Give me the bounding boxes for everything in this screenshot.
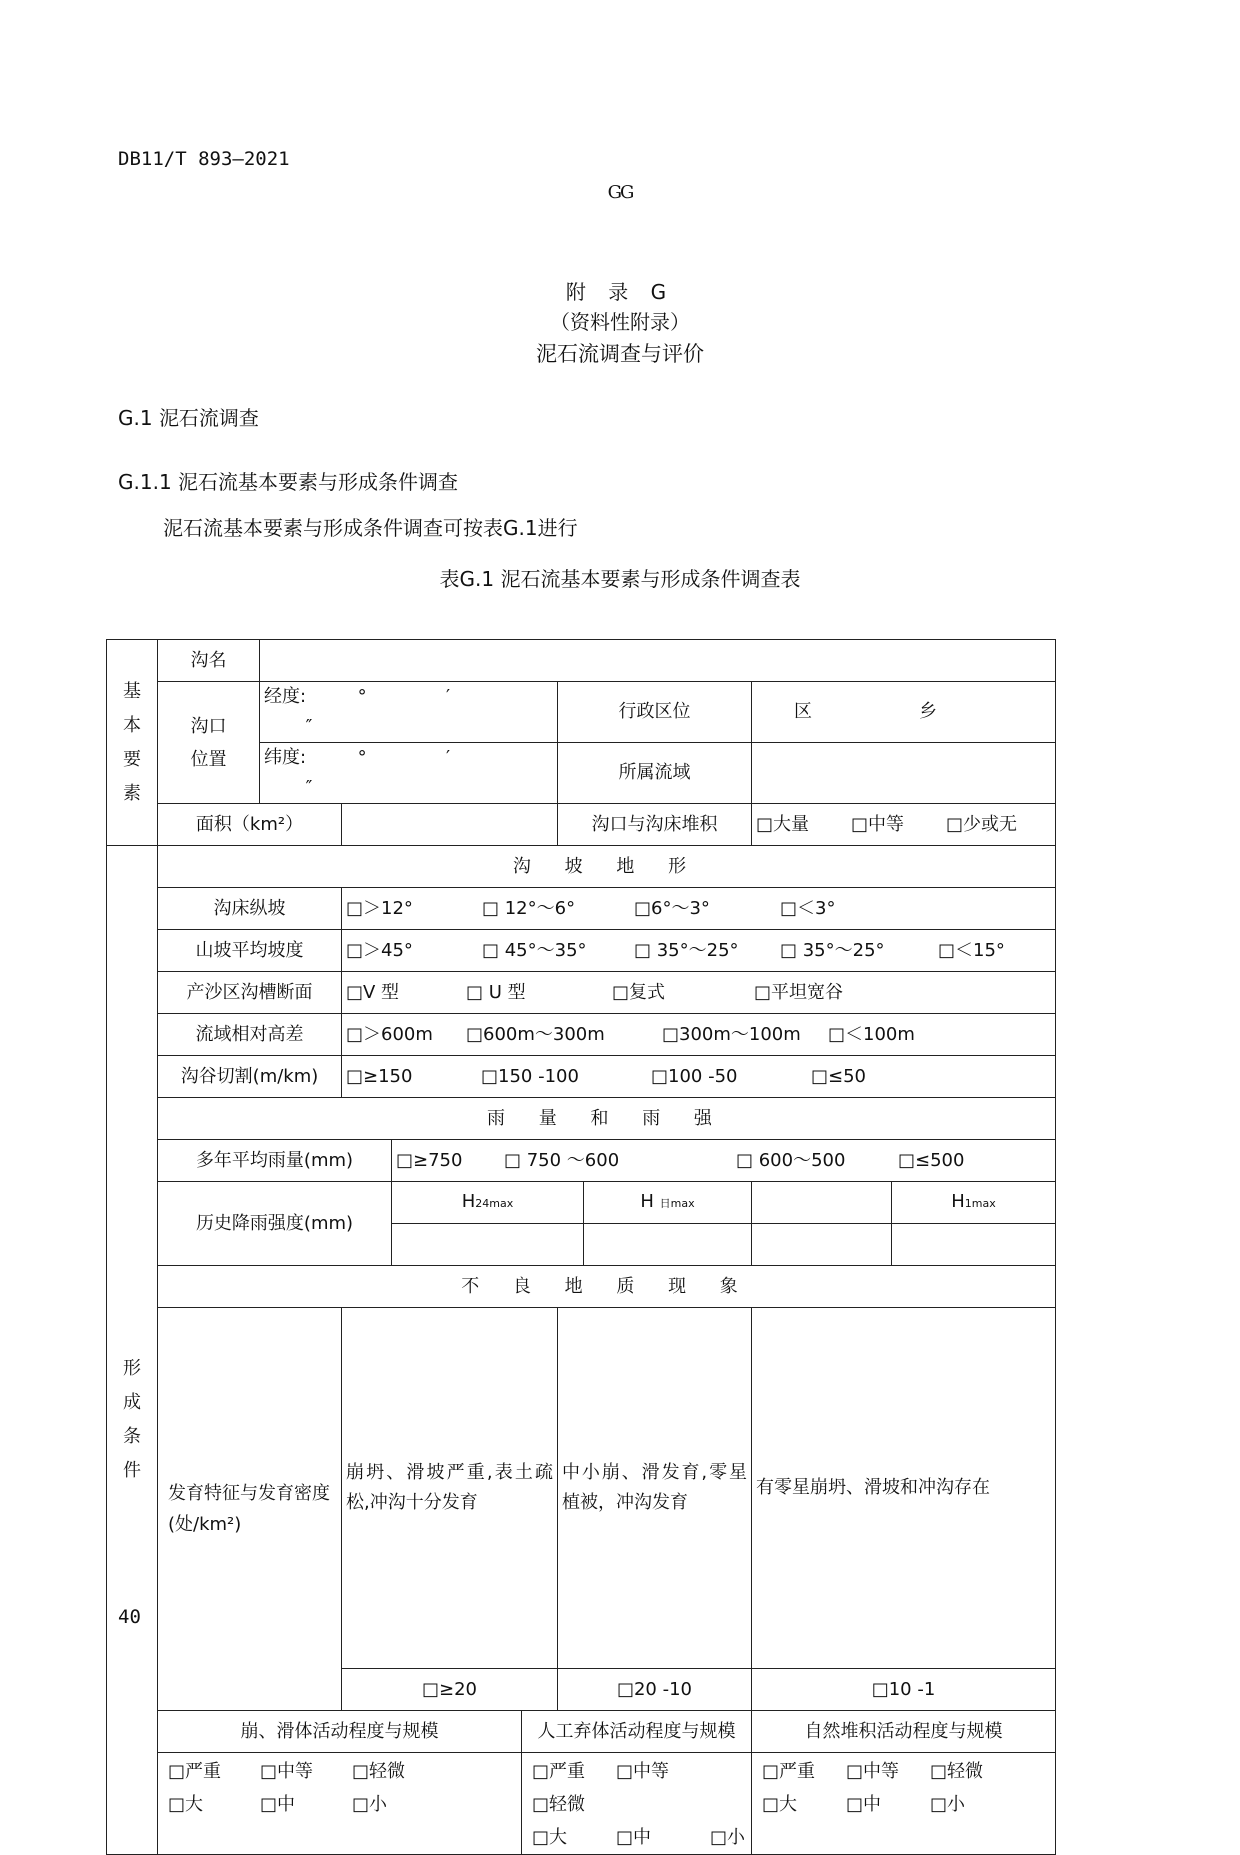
deposit-opt[interactable]: □大量: [756, 813, 810, 835]
mouth-position-text: 沟口位置: [190, 715, 227, 770]
option[interactable]: □轻微: [352, 1761, 406, 1782]
deposit-options: [752, 804, 1056, 846]
option[interactable]: □＜15°: [938, 939, 1005, 961]
annual-rain-options: [392, 1140, 1056, 1182]
deposit-opt[interactable]: □中等: [851, 813, 905, 835]
annual-rain-label: 多年平均雨量(mm): [158, 1140, 392, 1182]
option[interactable]: □小: [930, 1794, 966, 1815]
option[interactable]: □轻微: [532, 1794, 586, 1815]
density-option[interactable]: □10 -1: [752, 1669, 1056, 1711]
channel-section-label: 产沙区沟槽断面: [158, 972, 342, 1014]
hist-rain-label: 历史降雨强度(mm): [158, 1182, 392, 1266]
district-label: 区: [794, 701, 812, 722]
option[interactable]: □严重: [168, 1761, 222, 1782]
slope-options: [342, 930, 1056, 972]
hist-rain-value[interactable]: [892, 1224, 1056, 1266]
min-symbol: ′: [446, 686, 451, 707]
page-number: 40: [118, 1606, 141, 1628]
latitude-cell[interactable]: [260, 743, 558, 804]
option[interactable]: □ 35°～25°: [634, 939, 739, 961]
option[interactable]: □＞45°: [346, 939, 413, 961]
option[interactable]: □ U 型: [466, 981, 526, 1003]
incision-label: 沟谷切割(m/km): [158, 1056, 342, 1098]
option[interactable]: □ 45°～35°: [482, 939, 587, 961]
hist-rain-col: [892, 1182, 1056, 1224]
longitude-cell[interactable]: [260, 682, 558, 743]
hist-rain-symbol: H: [951, 1190, 965, 1212]
latitude-label: 纬度:: [264, 747, 307, 768]
table-caption: 表G.1 泥石流基本要素与形成条件调查表: [439, 567, 801, 591]
option[interactable]: □300m～100m: [662, 1023, 801, 1045]
incision-options: [342, 1056, 1056, 1098]
option[interactable]: □大: [762, 1794, 798, 1815]
hist-rain-col: [584, 1182, 752, 1224]
natural-activity-header: 自然堆积活动程度与规模: [752, 1711, 1056, 1753]
terrain-header: 沟 坡 地 形: [158, 846, 1056, 888]
artificial-activity-header: 人工弃体活动程度与规模: [522, 1711, 752, 1753]
option[interactable]: □≥750: [396, 1149, 463, 1171]
relief-label: 流域相对高差: [158, 1014, 342, 1056]
option[interactable]: □＞12°: [346, 897, 413, 919]
appendix-type: （资料性附录）: [550, 310, 690, 334]
geo-header: 不 良 地 质 现 象: [158, 1266, 1056, 1308]
dev-desc: 崩坍、滑坡严重,表土疏松,冲沟十分发育: [342, 1308, 558, 1669]
appendix-label: 附 录 G: [565, 280, 675, 304]
hist-rain-value[interactable]: [584, 1224, 752, 1266]
slope-label: 山坡平均坡度: [158, 930, 342, 972]
hist-rain-symbol: H: [461, 1190, 476, 1212]
gully-name-value[interactable]: [260, 640, 1056, 682]
option[interactable]: □小: [352, 1794, 388, 1815]
hist-rain-col: [392, 1182, 584, 1224]
option[interactable]: □中等: [260, 1761, 314, 1782]
option[interactable]: □中: [846, 1794, 882, 1815]
group-formation-text: 形成条件: [123, 1358, 141, 1481]
deg-symbol: °: [357, 747, 367, 768]
appendix-title: 泥石流调查与评价: [536, 342, 704, 366]
group-formation-label: [107, 846, 158, 1855]
channel-section-options: [342, 972, 1056, 1014]
option[interactable]: □6°～3°: [634, 897, 710, 919]
deg-symbol: °: [357, 686, 367, 707]
hist-rain-value[interactable]: [392, 1224, 584, 1266]
option[interactable]: □ 750 ～600: [504, 1149, 620, 1171]
option[interactable]: □严重: [532, 1761, 586, 1782]
township-label: 乡: [919, 701, 937, 722]
mouth-position-label: [158, 682, 260, 804]
dev-desc: 有零星崩坍、滑坡和冲沟存在: [752, 1308, 1056, 1669]
option[interactable]: □≤500: [898, 1149, 965, 1171]
section-heading-g11: G.1.1 泥石流基本要素与形成条件调查: [118, 470, 459, 494]
landslide-activity-options: [158, 1753, 522, 1855]
option[interactable]: □中等: [846, 1761, 900, 1782]
admin-region-value[interactable]: [752, 682, 1056, 743]
hist-rain-value[interactable]: [752, 1224, 892, 1266]
hist-rain-subscript: 1max: [964, 1196, 996, 1210]
option[interactable]: □150 -100: [481, 1065, 579, 1087]
doc-code: DB11/T 893—2021: [118, 148, 290, 170]
option[interactable]: □轻微: [930, 1761, 984, 1782]
landslide-activity-header: 崩、滑体活动程度与规模: [158, 1711, 522, 1753]
stamp-mark: GG: [607, 182, 633, 203]
natural-activity-options: [752, 1753, 1056, 1855]
area-label: 面积（km²）: [158, 804, 342, 846]
option[interactable]: □中等: [616, 1761, 670, 1782]
option[interactable]: □＞600m: [346, 1023, 433, 1045]
dev-label-text: 发育特征与发育密度(处/km²): [168, 1483, 330, 1535]
gully-name-label: 沟名: [158, 640, 260, 682]
option[interactable]: □100 -50: [651, 1065, 738, 1087]
survey-table: [106, 639, 1056, 1855]
rain-header: 雨 量 和 雨 强: [158, 1098, 1056, 1140]
sec-symbol: ″: [305, 777, 313, 798]
group-basic-label: [107, 640, 158, 846]
hist-rain-subscript: 24max: [475, 1196, 514, 1210]
dev-desc: 中小崩、滑发育,零星植被，冲沟发育: [558, 1308, 752, 1669]
deposit-label: 沟口与沟床堆积: [558, 804, 752, 846]
dev-label: [158, 1308, 342, 1711]
relief-options: [342, 1014, 1056, 1056]
option[interactable]: □小: [710, 1827, 746, 1848]
option[interactable]: □复式: [612, 981, 666, 1003]
option[interactable]: □＜100m: [828, 1023, 915, 1045]
artificial-activity-options: [522, 1753, 752, 1855]
admin-region-label: 行政区位: [558, 682, 752, 743]
option[interactable]: □ 600～500: [736, 1149, 846, 1171]
bed-gradient-label: 沟床纵坡: [158, 888, 342, 930]
option[interactable]: □大: [168, 1794, 204, 1815]
density-option[interactable]: □20 -10: [558, 1669, 752, 1711]
option[interactable]: □中: [616, 1827, 652, 1848]
option[interactable]: □≥150: [346, 1065, 413, 1087]
density-option[interactable]: □≥20: [342, 1669, 558, 1711]
option[interactable]: □＜3°: [780, 897, 836, 919]
hist-rain-symbol: H: [640, 1190, 660, 1212]
sec-symbol: ″: [305, 716, 313, 737]
option[interactable]: □中: [260, 1794, 296, 1815]
option[interactable]: □ 35°～25°: [780, 939, 885, 961]
option[interactable]: □600m～300m: [466, 1023, 605, 1045]
group-basic-text: 基本要素: [123, 680, 141, 804]
hist-rain-col: [752, 1182, 892, 1224]
longitude-label: 经度:: [264, 686, 307, 707]
option[interactable]: □严重: [762, 1761, 816, 1782]
option[interactable]: □ 12°～6°: [482, 897, 576, 919]
area-value[interactable]: [342, 804, 558, 846]
option[interactable]: □V 型: [346, 981, 400, 1003]
intro-paragraph: 泥石流基本要素与形成条件调查可按表G.1进行: [163, 516, 578, 540]
min-symbol: ′: [446, 747, 451, 768]
option[interactable]: □≤50: [811, 1065, 866, 1087]
bed-gradient-options: [342, 888, 1056, 930]
hist-rain-subscript: 日max: [659, 1196, 695, 1210]
deposit-opt[interactable]: □少或无: [946, 813, 1018, 835]
basin-label: 所属流域: [558, 743, 752, 804]
option[interactable]: □大: [532, 1827, 568, 1848]
basin-value[interactable]: [752, 743, 1056, 804]
section-heading-g1: G.1 泥石流调查: [118, 406, 259, 430]
option[interactable]: □平坦宽谷: [754, 981, 844, 1003]
